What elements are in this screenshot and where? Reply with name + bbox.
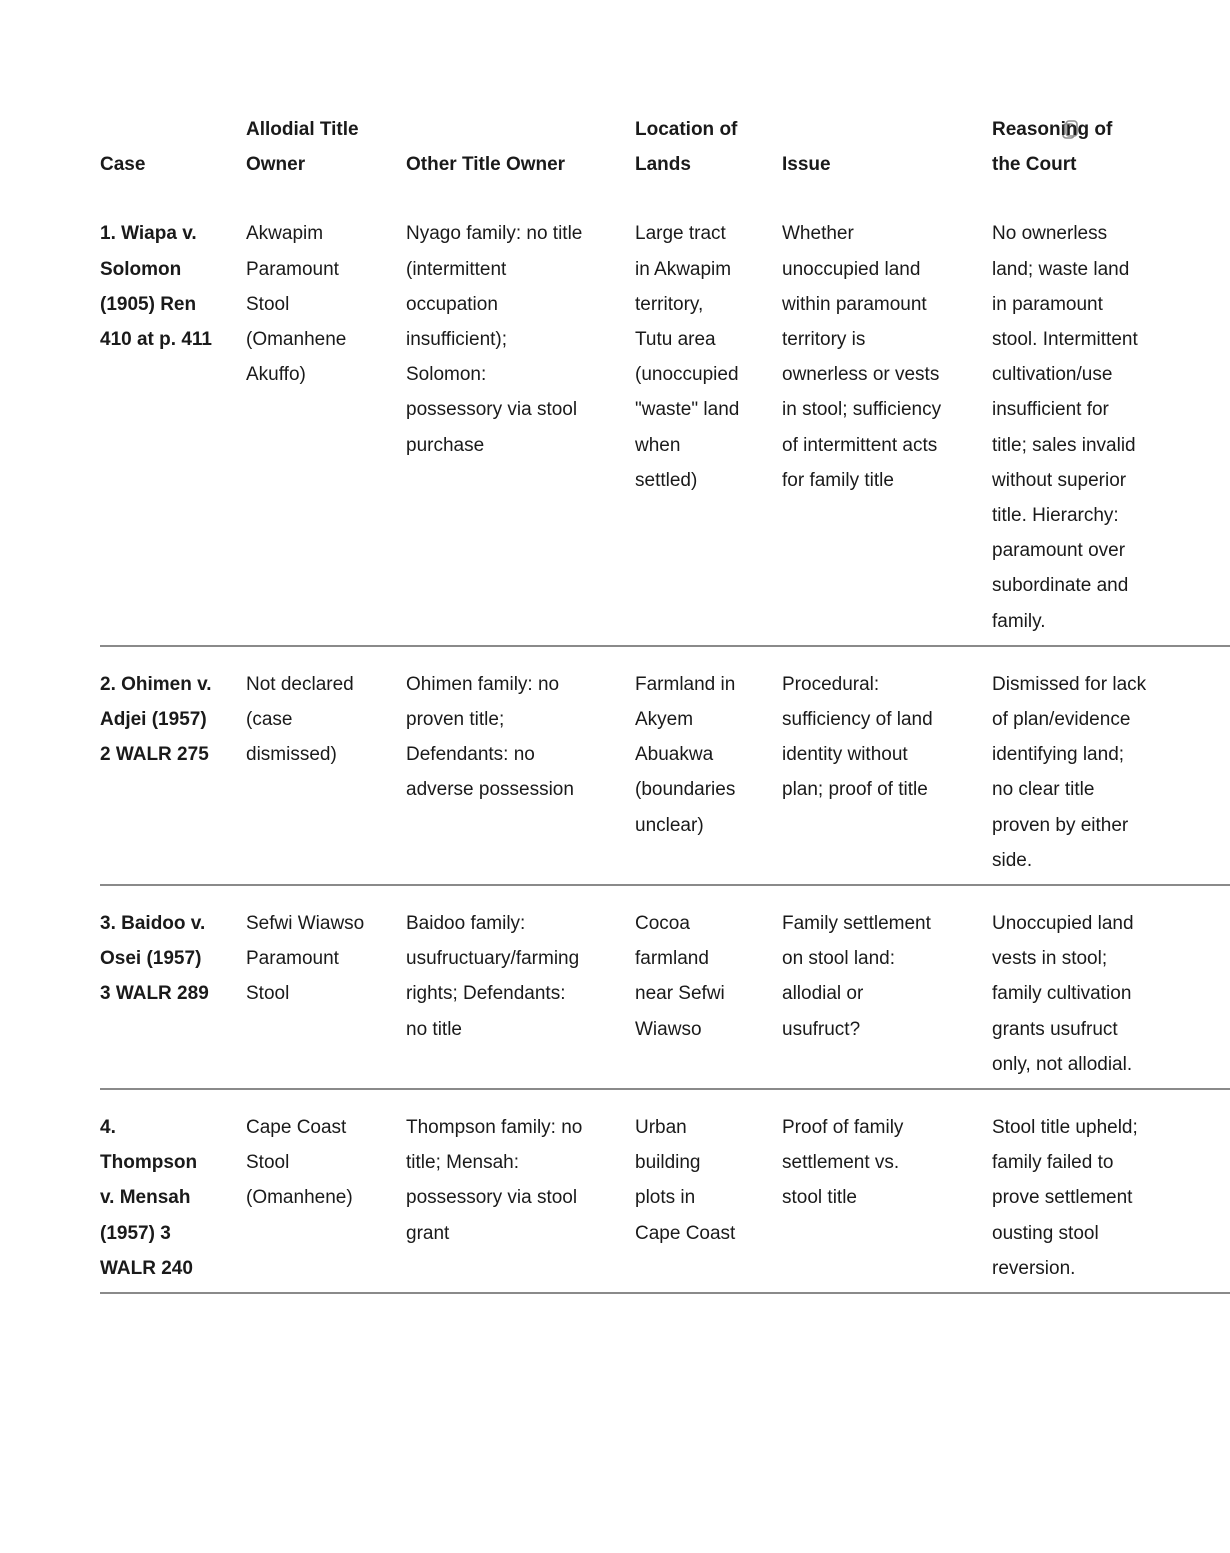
table-row — [100, 204, 1230, 645]
location-cell: Urban building plots in Cape Coast — [635, 1117, 736, 1244]
case-comparison-table — [100, 112, 1230, 1294]
location-cell: Farmland in Akyem Abuakwa (boundaries unclear) — [635, 673, 736, 836]
header-allodial-title-owner: Allodial Title Owner — [246, 119, 359, 176]
case-cell: 2. Ohimen v. Adjei (1957) 2 WALR 275 — [100, 673, 212, 766]
table-row — [100, 646, 1230, 885]
case-cell: 3. Baidoo v. Osei (1957) 3 WALR 289 — [100, 913, 209, 1005]
case-cell: 4. Thompson v. Mensah (1957) 3 WALR 240 — [100, 1117, 198, 1279]
other-owner-cell: Ohimen family: no proven title; Defendants: no adverse possession — [406, 673, 574, 801]
location-cell: Large tract in Akwapim territory, Tutu area (unoccupied "waste" land when settled) — [635, 223, 740, 491]
table-row — [100, 885, 1230, 1089]
other-owner-cell: Nyago family: no title (intermittent occupation insufficient); Solomon: possessory via stool purchase — [406, 223, 583, 456]
table-row — [100, 1089, 1230, 1293]
other-owner-cell: Thompson family: no title; Mensah: possessory via stool grant — [406, 1117, 583, 1244]
allodial-owner-cell: Sefwi Wiawso Paramount Stool — [246, 913, 365, 1005]
allodial-owner-cell: Not declared (case dismissed) — [246, 673, 354, 766]
header-location-of-lands: Location of Lands — [635, 119, 738, 176]
allodial-owner-cell: Akwapim Paramount Stool (Omanhene Akuffo) — [246, 223, 347, 386]
header-case: Case — [100, 154, 146, 176]
allodial-owner-cell: Cape Coast Stool (Omanhene) — [246, 1117, 353, 1209]
header-reasoning: Reasoning of the Court — [992, 119, 1113, 176]
header-other-title-owner: Other Title Owner — [406, 154, 566, 176]
issue-cell: Procedural: sufficiency of land identity without plan; proof of title — [782, 673, 933, 801]
location-cell: Cocoa farmland near Sefwi Wiawso — [635, 913, 725, 1040]
header-issue: Issue — [782, 154, 831, 176]
copy-icon[interactable] — [1060, 118, 1082, 140]
issue-cell: Proof of family settlement vs. stool title — [782, 1117, 904, 1209]
other-owner-cell: Baidoo family: usufructuary/farming rights; Defendants: no title — [406, 913, 580, 1040]
case-table-container — [100, 112, 1147, 1294]
issue-cell: Whether unoccupied land within paramount territory is ownerless or vests in stool; sufficiency of intermittent acts for family title — [782, 223, 942, 491]
case-cell: 1. Wiapa v. Solomon (1905) Ren 410 at p. 411 — [100, 223, 212, 351]
reasoning-cell: Dismissed for lack of plan/evidence identifying land; no clear title proven by either side. — [992, 673, 1147, 871]
reasoning-cell: Stool title upheld; family failed to prove settlement ousting stool reversion. — [992, 1117, 1138, 1279]
reasoning-cell: No ownerless land; waste land in paramount stool. Intermittent cultivation/use insufficient for title; sales invalid without superior title. Hierarchy: paramount over subordinate and family. — [992, 223, 1138, 632]
issue-cell: Family settlement on stool land: allodial or usufruct? — [782, 913, 931, 1040]
reasoning-cell: Unoccupied land vests in stool; family cultivation grants usufruct only, not allodial. — [992, 913, 1134, 1075]
